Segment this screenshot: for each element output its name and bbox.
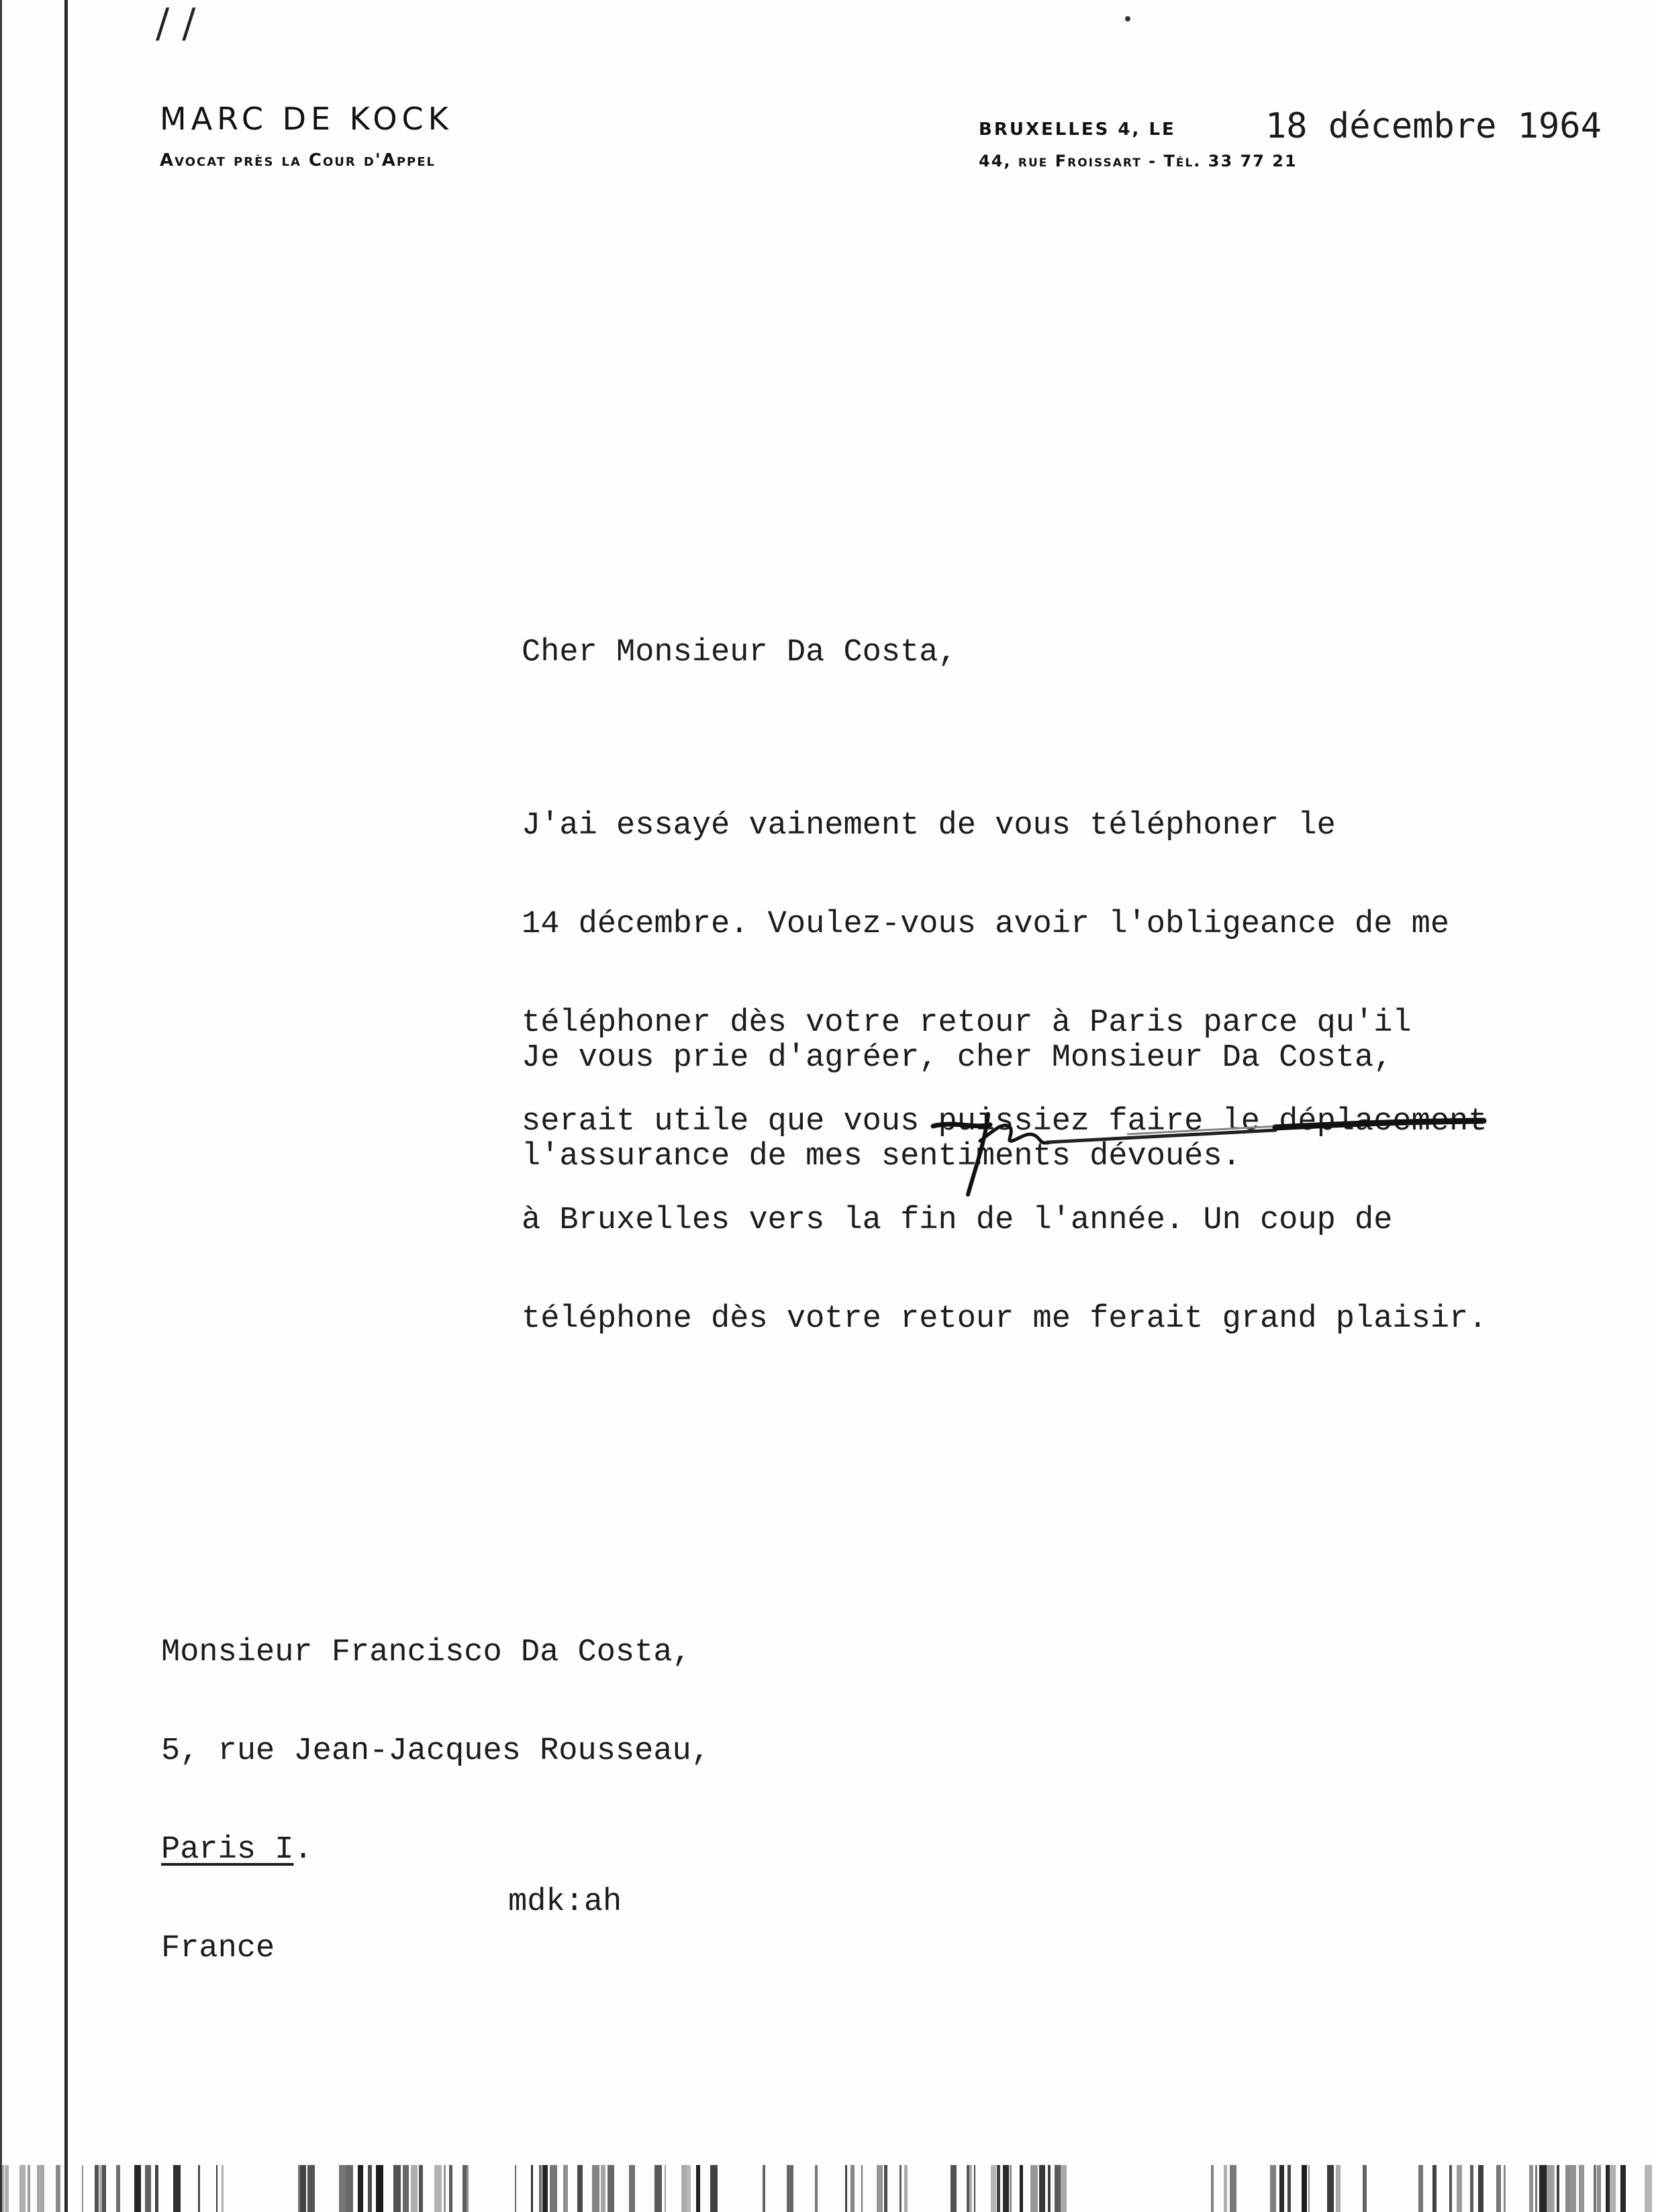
scan-noise-stripe: [1363, 2165, 1367, 2212]
scan-noise-stripe: [339, 2165, 346, 2212]
page-edge-line: [64, 0, 68, 2212]
scan-noise-stripe: [368, 2165, 372, 2212]
scan-noise-stripe: [1327, 2165, 1334, 2212]
letterhead-title: Avocat près la Cour d'Appel: [160, 150, 436, 170]
scan-noise-stripe: [37, 2165, 44, 2212]
scan-noise-stripe: [1039, 2165, 1045, 2212]
body-line: téléphoner dès votre retour à Paris parce qu'il: [522, 1005, 1412, 1041]
scan-noise-stripe: [1496, 2165, 1501, 2212]
scan-noise-stripe: [307, 2165, 315, 2212]
scan-noise-stripe: [376, 2165, 383, 2212]
top-pen-mark: / /: [156, 0, 196, 47]
scan-noise-stripe: [899, 2165, 902, 2212]
scan-noise-stripe: [1478, 2165, 1483, 2212]
scan-noise-stripe: [1010, 2165, 1012, 2212]
scan-noise-stripe: [815, 2165, 818, 2212]
scan-noise-stripe: [1048, 2165, 1051, 2212]
scan-noise-stripe: [0, 2165, 4, 2212]
scan-noise-stripe: [787, 2165, 793, 2212]
scan-noise-stripe: [449, 2165, 452, 2212]
scan-noise-stripe: [877, 2165, 883, 2212]
scan-noise-stripe: [1211, 2165, 1214, 2212]
scan-noise-stripe: [592, 2165, 599, 2212]
letterhead-city: BRUXELLES 4, LE: [979, 119, 1176, 140]
scan-noise-stripe: [951, 2165, 957, 2212]
scan-noise-stripe: [1055, 2165, 1061, 2212]
scan-noise-stripe: [346, 2165, 353, 2212]
scan-noise-stripe: [28, 2165, 30, 2212]
scan-noise-stripe: [222, 2165, 224, 2212]
recipient-city-punct: .: [293, 1832, 313, 1868]
scan-noise-stripe: [969, 2165, 972, 2212]
scan-noise-stripe: [358, 2165, 363, 2212]
scan-noise-stripe: [1610, 2165, 1616, 2212]
body-line: téléphone dès votre retour me ferait grand plaisir.: [522, 1301, 1488, 1337]
top-ink-dot: [1125, 16, 1130, 21]
scan-noise-stripe: [56, 2165, 60, 2212]
closing-line: l'assurance de mes sentiments dévoués.: [522, 1139, 1241, 1174]
scan-noise-stripe: [1594, 2165, 1596, 2212]
scan-noise-stripe: [1287, 2165, 1291, 2212]
scan-noise-stripe: [300, 2165, 306, 2212]
scan-noise-stripe: [1061, 2165, 1067, 2212]
scan-noise-stripe: [1336, 2165, 1341, 2212]
scan-noise-stripe: [696, 2165, 700, 2212]
scan-noise-stripe: [1030, 2165, 1038, 2212]
scan-noise-stripe: [1606, 2165, 1610, 2212]
scan-noise-stripe: [539, 2165, 542, 2212]
scan-noise-stripe: [1432, 2165, 1437, 2212]
scan-noise-stripe: [1529, 2165, 1533, 2212]
scan-noise-stripe: [99, 2165, 102, 2212]
scan-noise-stripe: [434, 2165, 442, 2212]
scan-noise-stripe: [542, 2165, 548, 2212]
scan-noise-stripe: [710, 2165, 718, 2212]
recipient-city: Paris I: [161, 1832, 294, 1868]
body-line: J'ai essayé vainement de vous téléphoner le: [522, 808, 1336, 844]
scan-noise-stripe: [173, 2165, 181, 2212]
scan-noise-stripe: [904, 2165, 908, 2212]
scan-noise-stripe: [1308, 2165, 1310, 2212]
scan-noise-stripe: [419, 2165, 423, 2212]
scan-noise-stripe: [850, 2165, 855, 2212]
scan-noise-stripe: [1535, 2165, 1537, 2212]
recipient-city-line: [161, 1833, 710, 1866]
scan-noise-stripe: [577, 2165, 583, 2212]
scan-noise-bar: [0, 2165, 1654, 2212]
recipient-street: 5, rue Jean-Jacques Rousseau,: [161, 1733, 710, 1769]
recipient-address: [161, 1570, 710, 2031]
letter-date: 18 décembre 1964: [1265, 106, 1602, 146]
scan-noise-stripe: [298, 2165, 300, 2212]
scan-noise-stripe: [116, 2165, 120, 2212]
scan-noise-stripe: [763, 2165, 765, 2212]
recipient-name: Monsieur Francisco Da Costa,: [161, 1635, 691, 1670]
scan-noise-stripe: [102, 2165, 106, 2212]
scan-noise-stripe: [607, 2165, 614, 2212]
scan-noise-stripe: [654, 2165, 662, 2212]
signature: [926, 1094, 1504, 1228]
scan-noise-stripe: [155, 2165, 158, 2212]
recipient-country: France: [161, 1931, 275, 1966]
scan-noise-stripe: [687, 2165, 691, 2212]
scan-noise-stripe: [1230, 2165, 1236, 2212]
scan-noise-stripe: [967, 2165, 969, 2212]
scan-noise-stripe: [198, 2165, 200, 2212]
scan-noise-stripe: [997, 2165, 1000, 2212]
scan-noise-stripe: [1003, 2165, 1009, 2212]
scan-noise-stripe: [531, 2165, 533, 2212]
scan-noise-stripe: [1565, 2165, 1570, 2212]
scan-noise-stripe: [1620, 2165, 1626, 2212]
scan-noise-stripe: [1557, 2165, 1559, 2212]
closing-line: Je vous prie d'agréer, cher Monsieur Da Costa,: [522, 1040, 1393, 1076]
scan-noise-stripe: [1224, 2165, 1227, 2212]
body-line: à Bruxelles vers la fin de l'année. Un coup de: [522, 1203, 1393, 1238]
scan-noise-stripe: [393, 2165, 401, 2212]
scan-noise-stripe: [563, 2165, 568, 2212]
scan-noise-stripe: [1470, 2165, 1473, 2212]
body-line: 14 décembre. Voulez-vous avoir l'obligeance de me: [522, 907, 1450, 942]
letterhead-address: 44, rue Froissart - Tél. 33 77 21: [979, 152, 1298, 170]
scan-noise-stripe: [1570, 2165, 1576, 2212]
scan-noise-stripe: [1457, 2165, 1462, 2212]
scan-noise-stripe: [629, 2165, 635, 2212]
scan-noise-stripe: [991, 2165, 996, 2212]
scan-noise-stripe: [1553, 2165, 1555, 2212]
scan-noise-stripe: [845, 2165, 847, 2212]
scan-noise-stripe: [1020, 2165, 1023, 2212]
letterhead-name: MARC DE KOCK: [160, 101, 453, 137]
scan-noise-stripe: [134, 2165, 141, 2212]
scan-noise-stripe: [1547, 2165, 1553, 2212]
scan-edge-line: [0, 0, 2, 2212]
scan-noise-stripe: [1597, 2165, 1601, 2212]
scan-noise-stripe: [82, 2165, 83, 2212]
scan-noise-stripe: [1270, 2165, 1276, 2212]
scan-noise-stripe: [861, 2165, 863, 2212]
scan-noise-stripe: [411, 2165, 418, 2212]
scan-noise-stripe: [681, 2165, 687, 2212]
scan-noise-stripe: [403, 2165, 409, 2212]
body-line: serait utile que vous puissiez faire le déplacement: [522, 1104, 1488, 1140]
scan-noise-stripe: [145, 2165, 151, 2212]
scan-noise-stripe: [1449, 2165, 1452, 2212]
scan-noise-stripe: [216, 2165, 217, 2212]
scan-noise-stripe: [1645, 2165, 1652, 2212]
scan-noise-stripe: [884, 2165, 887, 2212]
scan-noise-stripe: [974, 2165, 975, 2212]
scan-noise-stripe: [1302, 2165, 1307, 2212]
scan-noise-stripe: [1539, 2165, 1547, 2212]
scan-noise-stripe: [601, 2165, 605, 2212]
salutation: Cher Monsieur Da Costa,: [522, 635, 957, 670]
scan-noise-stripe: [95, 2165, 99, 2212]
scan-noise-stripe: [19, 2165, 26, 2212]
scan-noise-stripe: [444, 2165, 446, 2212]
scan-noise-stripe: [5, 2165, 9, 2212]
scan-noise-stripe: [1279, 2165, 1284, 2212]
scan-noise-stripe: [550, 2165, 557, 2212]
scan-noise-stripe: [515, 2165, 516, 2212]
scan-noise-stripe: [1418, 2165, 1423, 2212]
scan-noise-stripe: [665, 2165, 666, 2212]
scan-noise-stripe: [467, 2165, 469, 2212]
scan-noise-stripe: [1504, 2165, 1506, 2212]
reference-initials: mdk:ah: [508, 1884, 622, 1920]
scan-noise-stripe: [463, 2165, 467, 2212]
scan-noise-stripe: [1579, 2165, 1584, 2212]
